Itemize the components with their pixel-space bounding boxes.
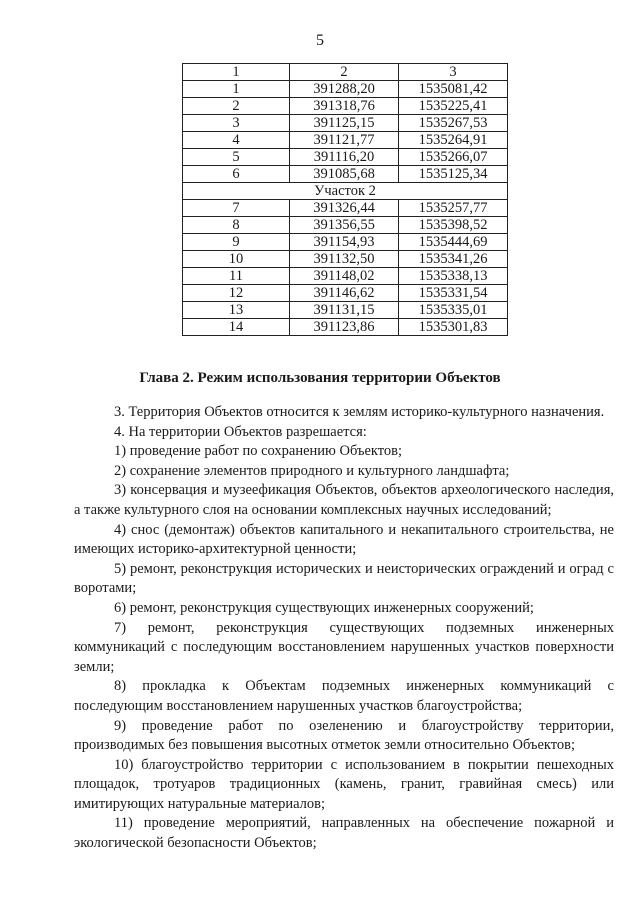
table-cell: 1535341,26 bbox=[399, 251, 508, 268]
table-cell: 1 bbox=[183, 64, 290, 81]
table-row bbox=[183, 81, 508, 98]
table-cell: 13 bbox=[183, 302, 290, 319]
table-cell: 1535444,69 bbox=[399, 234, 508, 251]
paragraph: 2) сохранение элементов природного и культурного ландшафта; bbox=[114, 462, 510, 479]
table-cell: 12 bbox=[183, 285, 290, 302]
paragraph: 4) снос (демонтаж) объектов капитального и некапитального строительства, не имеющих историко-архитектурной ценности; bbox=[74, 521, 614, 558]
table-cell: 8 bbox=[183, 217, 290, 234]
table-cell: 5 bbox=[183, 149, 290, 166]
table-cell: 391125,15 bbox=[290, 115, 399, 132]
table-cell: 391121,77 bbox=[290, 132, 399, 149]
table-cell: 6 bbox=[183, 166, 290, 183]
paragraph: 8) прокладка к Объектам подземных инженерных коммуникаций с последующим восстановлением нарушенных участков благоустройства; bbox=[74, 678, 614, 714]
table-cell: 1535125,34 bbox=[399, 166, 508, 183]
table-cell: 1535081,42 bbox=[399, 81, 508, 98]
table-cell: 391132,50 bbox=[290, 251, 399, 268]
table-cell: 1535266,07 bbox=[399, 149, 508, 166]
table-cell: 391148,02 bbox=[290, 268, 399, 285]
table-cell: 391146,62 bbox=[290, 285, 399, 302]
table-cell: 391154,93 bbox=[290, 234, 399, 251]
document-body bbox=[74, 403, 614, 854]
table-cell: 7 bbox=[183, 200, 290, 217]
paragraph: 10) благоустройство территории с использованием в покрытии пешеходных площадок, тротуаров традиционных (камень, гранит, гравийная смесь) или имитирующих натуральные материалов; bbox=[74, 756, 614, 812]
table-row bbox=[183, 268, 508, 285]
paragraph: 1) проведение работ по сохранению Объектов; bbox=[114, 443, 403, 460]
table-row bbox=[183, 132, 508, 149]
paragraph: 9) проведение работ по озеленению и благоустройству территории, производимых без повышения высотных отметок земли относительно Объектов; bbox=[74, 717, 614, 754]
table-header-row bbox=[183, 64, 508, 81]
table-cell: 391131,15 bbox=[290, 302, 399, 319]
table-cell: 1535225,41 bbox=[399, 98, 508, 115]
coordinates-table bbox=[182, 63, 508, 336]
table-row bbox=[183, 166, 508, 183]
table-cell: 14 bbox=[183, 319, 290, 336]
table-row bbox=[183, 285, 508, 302]
table-row bbox=[183, 115, 508, 132]
paragraph: 3. Территория Объектов относится к землям историко-культурного назначения. bbox=[114, 404, 605, 420]
table-cell: 1535257,77 bbox=[399, 200, 508, 217]
table-row bbox=[183, 319, 508, 336]
table-cell: 1535331,54 bbox=[399, 285, 508, 302]
paragraph: 4. На территории Объектов разрешается: bbox=[114, 423, 367, 440]
table-cell: 1 bbox=[183, 81, 290, 98]
table-section-row bbox=[183, 183, 508, 200]
table-row bbox=[183, 302, 508, 319]
table-cell: 391085,68 bbox=[290, 166, 399, 183]
table-cell: 1535335,01 bbox=[399, 302, 508, 319]
table-cell: 11 bbox=[183, 268, 290, 285]
table-row bbox=[183, 98, 508, 115]
paragraph: 7) ремонт, реконструкция существующих подземных инженерных коммуникаций с последующим восстановлением нарушенных участков поверхности земли; bbox=[74, 619, 614, 675]
table-cell: 9 bbox=[183, 234, 290, 251]
section-label: Участок 2 bbox=[183, 183, 508, 200]
table-cell: 10 bbox=[183, 251, 290, 268]
chapter-title: Глава 2. Режим использования территории Объектов bbox=[139, 370, 501, 386]
table-row bbox=[183, 217, 508, 234]
table-cell: 1535267,53 bbox=[399, 115, 508, 132]
table-row bbox=[183, 200, 508, 217]
table-cell: 3 bbox=[399, 64, 508, 81]
table-cell: 1535301,83 bbox=[399, 319, 508, 336]
table-cell: 391326,44 bbox=[290, 200, 399, 217]
table-cell: 4 bbox=[183, 132, 290, 149]
paragraph: 11) проведение мероприятий, направленных на обеспечение пожарной и экологической безопасности Объектов; bbox=[74, 815, 614, 852]
table-cell: 391288,20 bbox=[290, 81, 399, 98]
table-cell: 391116,20 bbox=[290, 149, 399, 166]
paragraph: 5) ремонт, реконструкция исторических и неисторических ограждений и оград с воротами; bbox=[74, 560, 614, 597]
table-cell: 2 bbox=[183, 98, 290, 115]
table-row bbox=[183, 149, 508, 166]
paragraph: 3) консервация и музеефикация Объектов, объектов археологического наследия, а также культурного слоя на основании комплексных научных исследований; bbox=[74, 482, 614, 518]
table-cell: 391356,55 bbox=[290, 217, 399, 234]
table-cell: 391123,86 bbox=[290, 319, 399, 336]
page-number: 5 bbox=[316, 32, 324, 49]
table-cell: 1535398,52 bbox=[399, 217, 508, 234]
table-cell: 3 bbox=[183, 115, 290, 132]
table-cell: 1535264,91 bbox=[399, 132, 508, 149]
table-row bbox=[183, 234, 508, 251]
paragraph: 6) ремонт, реконструкция существующих инженерных сооружений; bbox=[114, 599, 534, 616]
table-cell: 391318,76 bbox=[290, 98, 399, 115]
table-cell: 1535338,13 bbox=[399, 268, 508, 285]
table-row bbox=[183, 251, 508, 268]
table-cell: 2 bbox=[290, 64, 399, 81]
